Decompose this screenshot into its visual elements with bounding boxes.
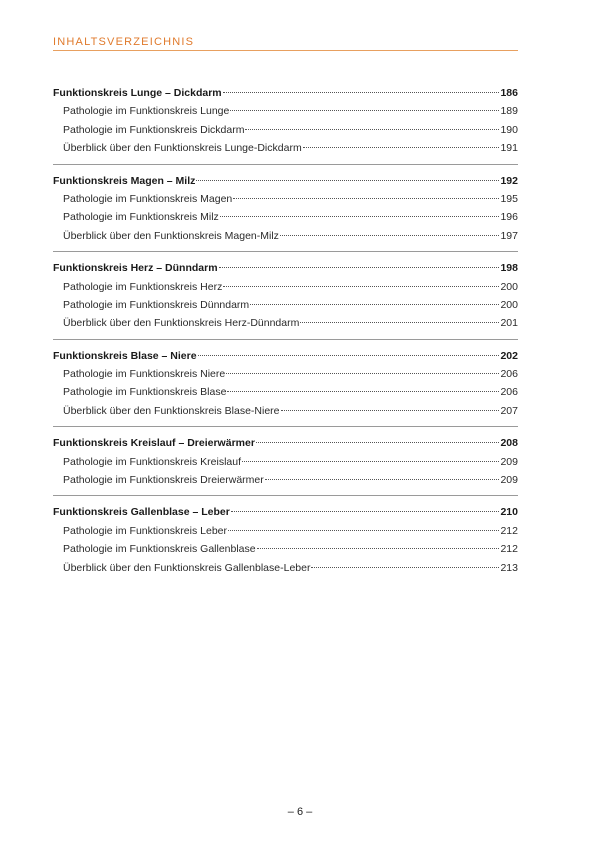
dot-leader	[223, 286, 499, 287]
toc-entry-page-number: 200	[500, 280, 518, 293]
toc-entry[interactable]	[53, 190, 518, 208]
dot-leader	[231, 511, 500, 512]
toc-chapter[interactable]	[53, 434, 518, 452]
toc-entry[interactable]	[53, 540, 518, 558]
toc-entry-page-number: 201	[500, 317, 518, 330]
toc-chapter-title: Funktionskreis Herz – Dünndarm	[53, 262, 218, 275]
toc-entry[interactable]	[53, 314, 518, 332]
dot-leader	[226, 373, 499, 374]
dot-leader	[303, 147, 500, 148]
toc-entry-page-number: 196	[500, 211, 518, 224]
toc-entry[interactable]	[53, 121, 518, 139]
toc-entry[interactable]	[53, 296, 518, 314]
toc-chapter[interactable]	[53, 84, 518, 102]
toc-entry-page-number: 191	[500, 142, 518, 155]
toc-entry-title: Pathologie im Funktionskreis Niere	[63, 368, 226, 381]
toc-entry[interactable]	[53, 402, 518, 420]
toc-entry-page-number: 195	[500, 192, 518, 205]
toc-entry-title: Überblick über den Funktionskreis Magen-Milz	[63, 229, 279, 242]
toc-entry-title: Überblick über den Funktionskreis Lunge-Dickdarm	[63, 142, 302, 155]
toc-chapter-page-number: 210	[500, 506, 518, 519]
toc-entry-title: Pathologie im Funktionskreis Lunge	[63, 105, 230, 118]
toc-entry-title: Pathologie im Funktionskreis Magen	[63, 192, 233, 205]
toc-entry-title: Pathologie im Funktionskreis Leber	[63, 524, 228, 537]
toc-entry-title: Pathologie im Funktionskreis Dünndarm	[63, 298, 250, 311]
toc-entry[interactable]	[53, 208, 518, 226]
toc-chapter[interactable]	[53, 503, 518, 521]
toc-section	[53, 84, 518, 158]
toc-entry[interactable]	[53, 471, 518, 489]
toc-entry-page-number: 209	[500, 455, 518, 468]
toc-entry-title: Pathologie im Funktionskreis Herz	[63, 280, 223, 293]
toc-chapter[interactable]	[53, 347, 518, 365]
toc-entry-page-number: 190	[500, 123, 518, 136]
toc-entry-page-number: 209	[500, 474, 518, 487]
dot-leader	[242, 461, 499, 462]
toc-chapter-title: Funktionskreis Lunge – Dickdarm	[53, 87, 222, 99]
toc-entry[interactable]	[53, 522, 518, 540]
toc-entry-title: Überblick über den Funktionskreis Herz-Dünndarm	[63, 317, 300, 330]
toc-entry-title: Überblick über den Funktionskreis Blase-Niere	[63, 404, 280, 417]
toc-entry-page-number: 212	[500, 524, 518, 537]
toc-section	[53, 164, 518, 246]
dot-leader	[250, 304, 499, 305]
toc-entry-page-number: 212	[500, 543, 518, 556]
toc-entry-title: Pathologie im Funktionskreis Gallenblase	[63, 543, 256, 556]
dot-leader	[233, 198, 499, 199]
toc-chapter-page-number: 192	[500, 174, 518, 187]
toc-section	[53, 339, 518, 421]
toc-entry[interactable]	[53, 365, 518, 383]
dot-leader	[219, 267, 500, 268]
dot-leader	[223, 92, 500, 93]
toc-entry-page-number: 200	[500, 298, 518, 311]
toc-chapter-page-number: 208	[500, 437, 518, 450]
toc-section	[53, 495, 518, 577]
toc-entry[interactable]	[53, 278, 518, 296]
toc-entry-title: Pathologie im Funktionskreis Blase	[63, 386, 227, 399]
toc-section	[53, 251, 518, 333]
dot-leader	[280, 235, 500, 236]
dot-leader	[281, 410, 500, 411]
toc-entry-title: Pathologie im Funktionskreis Dickdarm	[63, 123, 245, 136]
toc-entry[interactable]	[53, 139, 518, 157]
dot-leader	[256, 442, 500, 443]
toc-chapter-page-number: 202	[500, 349, 518, 362]
table-of-contents	[53, 84, 518, 577]
toc-chapter-title: Funktionskreis Gallenblase – Leber	[53, 506, 230, 519]
dot-leader	[196, 180, 499, 181]
dot-leader	[257, 548, 500, 549]
toc-entry-page-number: 207	[500, 404, 518, 417]
toc-entry[interactable]	[53, 102, 518, 120]
toc-chapter[interactable]	[53, 172, 518, 190]
page-header	[53, 36, 518, 51]
toc-entry[interactable]	[53, 559, 518, 577]
toc-chapter-page-number: 186	[500, 87, 518, 99]
toc-entry-title: Pathologie im Funktionskreis Milz	[63, 211, 219, 224]
toc-entry-title: Überblick über den Funktionskreis Gallenblase-Leber	[63, 561, 311, 574]
toc-chapter-title: Funktionskreis Kreislauf – Dreierwärmer	[53, 437, 255, 450]
toc-entry-page-number: 189	[500, 105, 518, 118]
toc-entry-title: Pathologie im Funktionskreis Kreislauf	[63, 455, 241, 468]
dot-leader	[227, 391, 499, 392]
toc-entry[interactable]	[53, 227, 518, 245]
toc-chapter-title: Funktionskreis Magen – Milz	[53, 174, 196, 187]
toc-entry-page-number: 213	[500, 561, 518, 574]
toc-section	[53, 426, 518, 489]
toc-entry-page-number: 197	[500, 229, 518, 242]
dot-leader	[230, 110, 499, 111]
dot-leader	[300, 322, 499, 323]
toc-entry[interactable]	[53, 453, 518, 471]
page-number: – 6 –	[287, 806, 313, 818]
dot-leader	[265, 479, 500, 480]
page-header-title: INHALTSVERZEICHNIS	[53, 36, 195, 48]
dot-leader	[220, 216, 500, 217]
dot-leader	[311, 567, 499, 568]
toc-entry-page-number: 206	[500, 386, 518, 399]
toc-chapter-title: Funktionskreis Blase – Niere	[53, 349, 197, 362]
toc-entry-page-number: 206	[500, 368, 518, 381]
toc-entry[interactable]	[53, 383, 518, 401]
toc-chapter-page-number: 198	[500, 262, 518, 275]
toc-chapter[interactable]	[53, 259, 518, 277]
dot-leader	[198, 355, 500, 356]
toc-entry-title: Pathologie im Funktionskreis Dreierwärmer	[63, 474, 264, 487]
dot-leader	[245, 129, 499, 130]
dot-leader	[228, 530, 499, 531]
